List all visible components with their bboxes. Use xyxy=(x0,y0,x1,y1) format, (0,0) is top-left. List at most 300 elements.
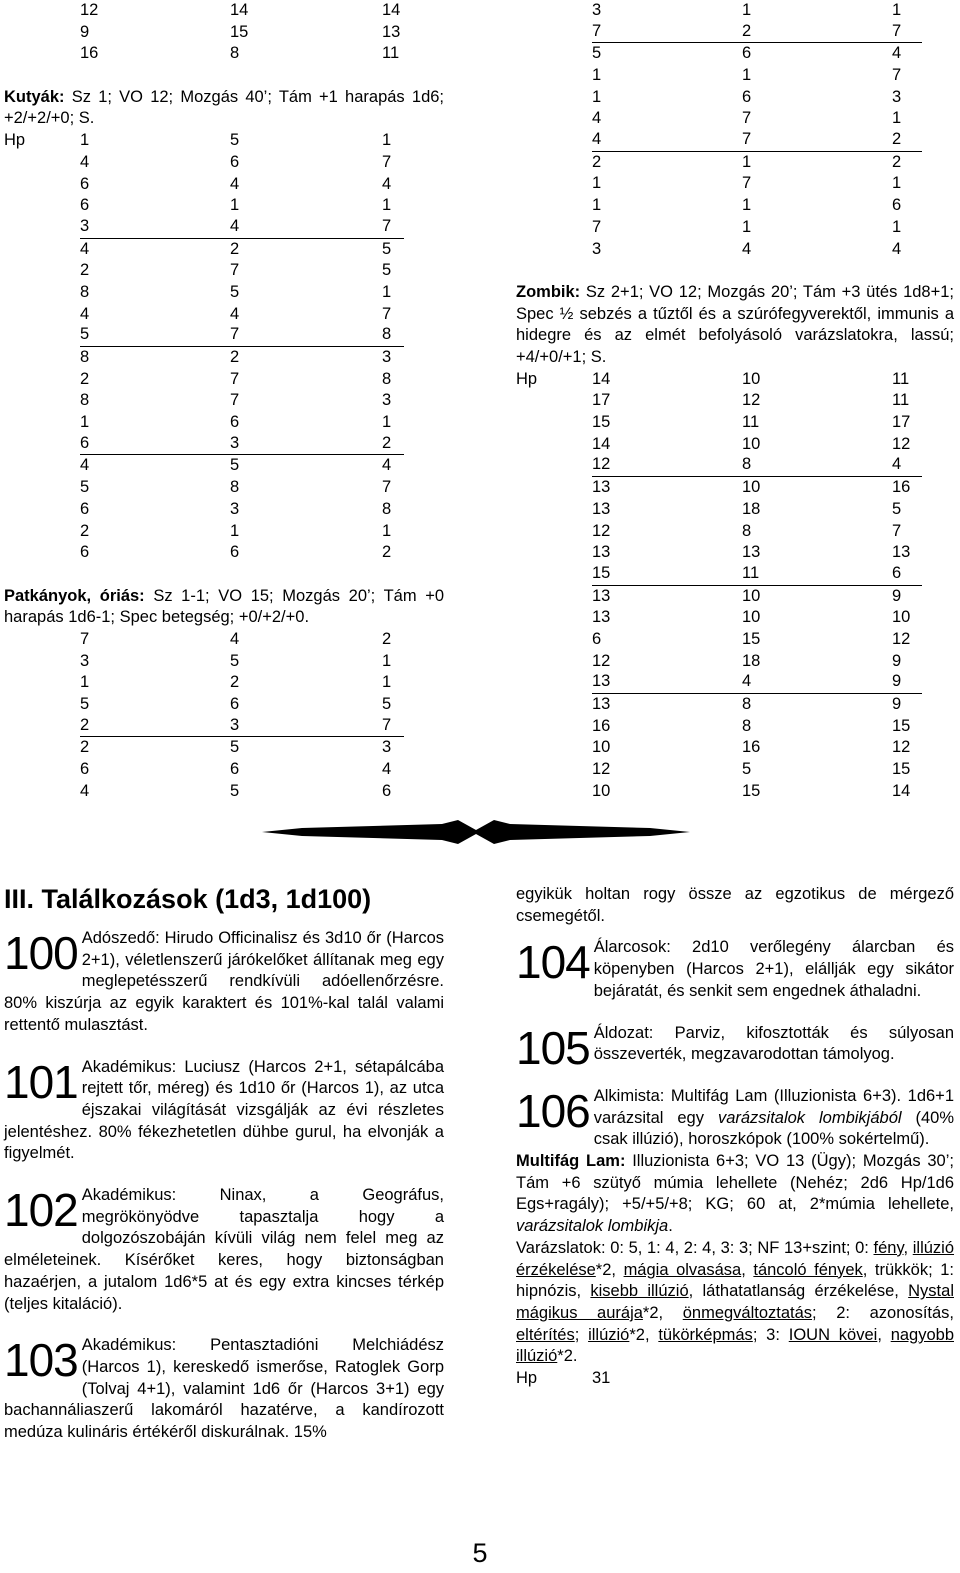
table-cell: 11 xyxy=(742,563,760,582)
table-cell: 14 xyxy=(892,781,911,800)
table-cell: 2 xyxy=(382,543,392,562)
table-cell: 1 xyxy=(892,217,902,236)
table-row xyxy=(4,499,444,521)
table-cell: 3 xyxy=(892,87,902,106)
table-cell: 1 xyxy=(742,152,752,171)
table-row xyxy=(4,239,444,261)
table-cell: 15 xyxy=(892,760,911,779)
table-cell: 16 xyxy=(742,738,761,757)
table-cell: 11 xyxy=(382,44,400,63)
table-row xyxy=(4,43,444,65)
multifag-statblock: Multifág Lam: Illuzionista 6+3; VO 13 (Ügy); Mozgás 30’; Tám +6 szütyő múmia lehellete (Nehéz; 2d6 Hp/1d6 Egs+ragály); +5/+5/+8; KG; 60 at, 2*múmia lehellete, varázsitalok lombikja. xyxy=(516,1152,954,1236)
table-cell: 8 xyxy=(742,695,752,714)
table-row xyxy=(4,130,444,152)
table-cell: 15 xyxy=(592,563,611,582)
entry-number: 100 xyxy=(4,927,78,979)
table-cell: 4 xyxy=(80,304,90,323)
table-cell: 12 xyxy=(892,434,911,453)
table-cell: 4 xyxy=(592,130,602,149)
table-row xyxy=(516,477,954,499)
table-row xyxy=(4,217,444,239)
table-cell: 3 xyxy=(382,391,392,410)
dogs-name: Kutyák: xyxy=(4,87,65,106)
table-cell: 10 xyxy=(742,586,761,605)
table-row xyxy=(516,499,954,521)
table-cell: 1 xyxy=(592,87,602,106)
table-cell: 5 xyxy=(230,738,240,757)
table-row xyxy=(4,434,444,456)
table-row xyxy=(4,282,444,304)
table-cell: 4 xyxy=(382,456,392,475)
table-cell: 7 xyxy=(592,21,602,40)
table-row xyxy=(4,369,444,391)
page-number: 5 xyxy=(472,1538,488,1568)
table-row xyxy=(4,152,444,174)
table-row xyxy=(516,174,954,196)
table-cell: 14 xyxy=(230,0,249,19)
table-cell: 1 xyxy=(80,413,90,432)
table-cell: 1 xyxy=(592,66,602,85)
table-cell: 13 xyxy=(742,543,761,562)
table-cell: 3 xyxy=(230,433,240,452)
table-row xyxy=(516,737,954,759)
hp-label: Hp xyxy=(4,131,26,150)
table-row xyxy=(516,759,954,781)
zombies-hp-table xyxy=(516,369,954,803)
table-cell: 6 xyxy=(382,781,392,800)
table-cell: 13 xyxy=(382,22,401,41)
table-row xyxy=(516,672,954,694)
table-cell: 7 xyxy=(892,521,902,540)
spell-link: mágia olvasása xyxy=(623,1260,742,1279)
table-cell: 2 xyxy=(382,433,392,452)
table-cell: 7 xyxy=(742,109,752,128)
spell-link: önmegváltoztatás xyxy=(682,1303,813,1322)
table-cell: 8 xyxy=(382,325,392,344)
multifag-hp-row: Hp 31 xyxy=(516,1369,611,1388)
table-row xyxy=(4,412,444,434)
table-cell: 13 xyxy=(592,543,611,562)
table-cell: 6 xyxy=(742,44,752,63)
table-cell: 12 xyxy=(592,455,611,474)
multifag-name: Multifág Lam: xyxy=(516,1152,626,1171)
encounter-entry-105: 105 Áldozat: Parviz, kifosztották és súlyosan összeverték, megzavarodottan támolyog. xyxy=(516,1021,954,1074)
table-cell: 5 xyxy=(230,456,240,475)
spell-link: Nystal mágikus aurája xyxy=(516,1282,954,1322)
table-cell: 10 xyxy=(592,781,611,800)
table-cell: 4 xyxy=(80,239,90,258)
table-cell: 7 xyxy=(382,478,392,497)
table-cell: 5 xyxy=(230,282,240,301)
table-row xyxy=(4,759,444,781)
table-cell: 9 xyxy=(892,695,902,714)
table-cell: 5 xyxy=(230,131,240,150)
table-cell: 11 xyxy=(892,369,910,388)
table-row xyxy=(516,0,954,22)
spell-link: illúzió xyxy=(588,1325,630,1344)
table-cell: 4 xyxy=(892,239,902,258)
table-cell: 10 xyxy=(892,608,911,627)
table-cell: 9 xyxy=(892,586,902,605)
table-cell: 15 xyxy=(230,22,249,41)
table-row xyxy=(4,304,444,326)
table-cell: 4 xyxy=(592,109,602,128)
zombies-stats: Sz 2+1; VO 12; Mozgás 20’; Tám +3 ütés 1d8+1; Spec ½ sebzés a tűztől és a szúrófegyverektől, immunis a hidegre és az elmét befolyásoló varázslatokra, lassú; +4/+0/+1; S. xyxy=(516,282,954,367)
table-cell: 1 xyxy=(80,131,90,150)
table-cell: 4 xyxy=(230,174,240,193)
encounter-entry-104: 104 Álarcosok: 2d10 verőlegény álarcban és köpenyben (Harcos 2+1), elállják egy sikátor bejáratát, és senkit sem engednek áthaladni. xyxy=(516,936,954,1000)
table-cell: 13 xyxy=(592,695,611,714)
table-cell: 15 xyxy=(592,413,611,432)
table-cell: 7 xyxy=(592,217,602,236)
table-row xyxy=(4,325,444,347)
table-cell: 2 xyxy=(592,152,602,171)
table-row xyxy=(4,672,444,694)
table-cell: 1 xyxy=(892,0,902,19)
table-row xyxy=(4,0,444,22)
table-cell: 15 xyxy=(742,629,761,648)
table-cell: 12 xyxy=(80,0,99,19)
table-cell: 1 xyxy=(382,673,392,692)
table-row xyxy=(516,651,954,673)
table-cell: 13 xyxy=(592,586,611,605)
table-cell: 15 xyxy=(742,781,761,800)
table-row xyxy=(516,217,954,239)
table-cell: 6 xyxy=(80,499,90,518)
table-cell: 5 xyxy=(230,651,240,670)
table-cell: 8 xyxy=(382,499,392,518)
zombies-name: Zombik: xyxy=(516,282,581,301)
table-cell: 11 xyxy=(892,391,910,410)
table-cell: 6 xyxy=(592,629,602,648)
table-cell: 5 xyxy=(80,695,90,714)
table-cell: 4 xyxy=(80,456,90,475)
dogs-hp-table xyxy=(4,130,444,564)
table-cell: 5 xyxy=(230,781,240,800)
table-cell: 1 xyxy=(592,196,602,215)
table-cell: 6 xyxy=(230,152,240,171)
table-cell: 2 xyxy=(892,130,902,149)
table-cell: 13 xyxy=(592,608,611,627)
table-row xyxy=(4,629,444,651)
table-cell: 6 xyxy=(80,196,90,215)
table-row xyxy=(4,22,444,44)
table-cell: 1 xyxy=(382,651,392,670)
table-cell: 5 xyxy=(80,325,90,344)
table-cell: 6 xyxy=(230,760,240,779)
encounter-entry-101: 101 Akadémikus: Luciusz (Harcos 2+1, sétapálcába rejtett tőr, méreg) és 1d10 őr (Harcos 1), az utca éjszakai világítását vizsgálják az évi részletes jelentéshez. 80% fékezhetetlen dühbe gurul, ha elvonják a figyelmét. xyxy=(4,1055,444,1163)
entry-number: 104 xyxy=(516,936,590,989)
entry-number: 102 xyxy=(4,1184,78,1237)
table-cell: 8 xyxy=(742,521,752,540)
table-cell: 6 xyxy=(892,196,902,215)
table-cell: 4 xyxy=(80,152,90,171)
rats-stats: Sz 1-1; VO 15; Mozgás 20’; Tám +0 harapás 1d6-1; Spec betegség; +0/+2/+0. xyxy=(4,586,445,627)
zombies-statblock xyxy=(516,282,954,369)
table-row xyxy=(516,434,954,456)
table-cell: 7 xyxy=(230,391,240,410)
table-cell: 4 xyxy=(80,781,90,800)
table-cell: 7 xyxy=(892,66,902,85)
table-cell: 5 xyxy=(382,695,392,714)
spell-link: illúzió érzékelése xyxy=(516,1238,955,1279)
table-cell: 18 xyxy=(742,499,761,518)
table-cell: 10 xyxy=(592,738,611,757)
table-cell: 2 xyxy=(230,348,240,367)
table-cell: 8 xyxy=(80,391,90,410)
table-cell: 12 xyxy=(592,521,611,540)
table-row xyxy=(516,43,954,65)
hp-label: Hp xyxy=(516,369,538,388)
table-cell: 3 xyxy=(382,738,392,757)
table-cell: 2 xyxy=(80,261,90,280)
table-row xyxy=(4,390,444,412)
table-cell: 4 xyxy=(230,629,240,648)
table-cell: 1 xyxy=(892,174,902,193)
table-row xyxy=(4,347,444,369)
table-cell: 3 xyxy=(382,348,392,367)
table-cell: 8 xyxy=(742,455,752,474)
table-row xyxy=(4,781,444,803)
table-cell: 7 xyxy=(382,304,392,323)
table-cell: 13 xyxy=(592,478,611,497)
table-cell: 1 xyxy=(382,521,392,540)
table-cell: 7 xyxy=(382,715,392,734)
table-row xyxy=(516,521,954,543)
table-row xyxy=(516,629,954,651)
table-cell: 1 xyxy=(382,413,392,432)
entry-number: 106 xyxy=(516,1084,590,1137)
table-cell: 14 xyxy=(592,369,611,388)
spell-link: tükörképmás xyxy=(658,1325,753,1344)
table-cell: 12 xyxy=(892,738,911,757)
table-cell: 1 xyxy=(382,131,392,150)
table-row xyxy=(4,651,444,673)
table-row xyxy=(4,477,444,499)
table-cell: 4 xyxy=(892,455,902,474)
table-cell: 8 xyxy=(80,348,90,367)
table-cell: 2 xyxy=(742,21,752,40)
table-cell: 7 xyxy=(382,216,392,235)
spell-link: IOUN kövei xyxy=(788,1325,878,1344)
table-row xyxy=(516,607,954,629)
table-cell: 2 xyxy=(80,738,90,757)
table-row xyxy=(516,694,954,716)
table-cell: 1 xyxy=(592,174,602,193)
table-cell: 4 xyxy=(382,174,392,193)
table-cell: 10 xyxy=(742,434,761,453)
entry-number: 105 xyxy=(516,1021,590,1074)
table-cell: 1 xyxy=(742,196,752,215)
table-cell: 13 xyxy=(592,672,611,691)
table-cell: 7 xyxy=(892,21,902,40)
table-cell: 15 xyxy=(892,716,911,735)
table-cell: 17 xyxy=(892,413,911,432)
table-cell: 14 xyxy=(592,434,611,453)
table-cell: 10 xyxy=(742,478,761,497)
spell-link: eltérítés xyxy=(516,1325,575,1344)
table-row xyxy=(516,65,954,87)
table-cell: 8 xyxy=(382,369,392,388)
table-cell: 1 xyxy=(230,521,240,540)
table-cell: 5 xyxy=(592,44,602,63)
entry-103-continuation: egyikük holtan rogy össze az egzotikus de mérgező csemegétől. xyxy=(516,885,954,925)
table-cell: 1 xyxy=(80,673,90,692)
table-row xyxy=(4,737,444,759)
table-cell: 9 xyxy=(80,22,90,41)
table-row xyxy=(4,694,444,716)
table-row xyxy=(516,390,954,412)
table-cell: 6 xyxy=(230,695,240,714)
table-row xyxy=(516,564,954,586)
table-row xyxy=(516,22,954,44)
table-cell: 4 xyxy=(742,672,752,691)
right-column xyxy=(516,0,954,803)
table-cell: 8 xyxy=(80,282,90,301)
table-cell: 1 xyxy=(742,0,752,19)
table-cell: 5 xyxy=(742,760,752,779)
table-cell: 3 xyxy=(592,239,602,258)
table-cell: 1 xyxy=(382,282,392,301)
entry-number: 101 xyxy=(4,1055,78,1108)
table-cell: 7 xyxy=(230,325,240,344)
table-cell: 12 xyxy=(592,651,611,670)
table-cell: 12 xyxy=(892,629,911,648)
table-cell: 2 xyxy=(230,673,240,692)
table-cell: 7 xyxy=(382,152,392,171)
table-cell: 3 xyxy=(230,715,240,734)
spell-link: fény xyxy=(873,1238,904,1257)
table-cell: 3 xyxy=(230,499,240,518)
table-cell: 2 xyxy=(230,239,240,258)
table-row xyxy=(516,369,954,391)
table-cell: 3 xyxy=(80,216,90,235)
table-cell: 9 xyxy=(892,672,902,691)
table-cell: 13 xyxy=(592,499,611,518)
table-cell: 16 xyxy=(592,716,611,735)
hp-table-continued-right xyxy=(516,0,954,260)
table-row xyxy=(4,521,444,543)
table-row xyxy=(516,456,954,478)
dogs-stats: Sz 1; VO 12; Mozgás 40’; Tám +1 harapás 1d6; +2/+2/+0; S. xyxy=(4,87,445,128)
table-row xyxy=(516,108,954,130)
table-cell: 16 xyxy=(892,478,911,497)
table-cell: 1 xyxy=(742,66,752,85)
table-cell: 10 xyxy=(742,369,761,388)
table-cell: 3 xyxy=(592,0,602,19)
table-cell: 14 xyxy=(382,0,401,19)
table-row xyxy=(4,260,444,282)
left-column xyxy=(4,0,444,803)
table-row xyxy=(516,87,954,109)
table-cell: 1 xyxy=(892,109,902,128)
table-cell: 8 xyxy=(230,44,240,63)
table-cell: 6 xyxy=(80,433,90,452)
table-cell: 7 xyxy=(742,130,752,149)
entry-number: 103 xyxy=(4,1334,78,1387)
table-cell: 12 xyxy=(592,760,611,779)
spell-link: kisebb illúzió xyxy=(590,1282,689,1301)
table-cell: 6 xyxy=(230,543,240,562)
dogs-statblock xyxy=(4,87,444,130)
encounter-entry-106: 106 Alkimista: Multifág Lam (Illuzionista 6+3). 1d6+1 varázsital egy varázsitalok lombikjából (40% csak illúzió), horoszkópok (100% sokértelmű). xyxy=(516,1084,955,1149)
table-cell: 10 xyxy=(742,608,761,627)
table-cell: 5 xyxy=(80,478,90,497)
encounters-right xyxy=(516,884,954,1390)
rats-hp-table xyxy=(4,629,444,803)
table-cell: 2 xyxy=(382,629,392,648)
table-cell: 7 xyxy=(230,369,240,388)
rats-name: Patkányok, óriás: xyxy=(4,586,145,605)
table-row xyxy=(4,542,444,564)
table-row xyxy=(4,174,444,196)
table-cell: 6 xyxy=(80,760,90,779)
table-row xyxy=(4,195,444,217)
table-cell: 12 xyxy=(742,391,761,410)
table-cell: 4 xyxy=(382,760,392,779)
table-cell: 2 xyxy=(892,152,902,171)
table-cell: 16 xyxy=(80,44,99,63)
table-cell: 2 xyxy=(80,715,90,734)
table-cell: 7 xyxy=(742,174,752,193)
encounter-entry-100: 100 Adószedő: Hirudo Officinalisz és 3d10 őr (Harcos 2+1), véletlenszerű járókelőket állítanak meg egy meglepetésszerű rendkívüli adóellenőrzésre. 80% kiszúrja az egyik karaktert és 101%-kal talál valami rettentő mulasztást. xyxy=(4,927,444,1034)
encounters-left xyxy=(4,884,444,1464)
table-cell: 4 xyxy=(230,304,240,323)
table-cell: 5 xyxy=(892,499,902,518)
table-cell: 1 xyxy=(382,196,392,215)
table-cell: 7 xyxy=(230,261,240,280)
encounter-entry-103: 103 Akadémikus: Pentasztadióni Melchiádész (Harcos 1), kereskedő ismerőse, Ratoglek Gorp (Tolvaj 4+1), valamint 1d6 őr (Harcos 3+1) egy bachannáliaszerű lakomáról hazatérve, a kandírozott medúza kulináris értékéről diskurálnak. 15% xyxy=(4,1334,444,1442)
table-cell: 9 xyxy=(892,651,902,670)
table-row xyxy=(516,716,954,738)
table-cell: 8 xyxy=(742,716,752,735)
section-title: III. Találkozások (1d3, 1d100) xyxy=(4,884,372,914)
table-cell: 6 xyxy=(892,563,902,582)
table-row xyxy=(516,586,954,608)
table-row xyxy=(516,781,954,803)
rats-statblock xyxy=(4,586,444,629)
table-cell: 4 xyxy=(742,239,752,258)
table-row xyxy=(516,412,954,434)
table-cell: 2 xyxy=(80,369,90,388)
table-cell: 17 xyxy=(592,391,611,410)
table-cell: 3 xyxy=(80,651,90,670)
table-row xyxy=(4,716,444,738)
table-row xyxy=(516,542,954,564)
table-cell: 7 xyxy=(80,629,90,648)
table-cell: 8 xyxy=(230,478,240,497)
encounter-entry-102: 102 Akadémikus: Ninax, a Geográfus, megrökönyödve tapasztalja hogy a dolgozószobáján kívüli világ nem felel meg az elméleteinek. Kísérőket keres, hogy biztonságban hazaérjen, a jutalom 1d6*5 at és egy extra kincses térkép (teljes kitaláció). xyxy=(4,1184,444,1313)
multifag-spells: Varázslatok: 0: 5, 1: 4, 2: 4, 3: 3; NF 13+szint; 0: fény, illúzió érzékelése*2, mágia olvasása, táncoló fények, trükkök; 1: hipnózis, kisebb illúzió, láthatatlanság érzékelése, Nystal mágikus aurája*2, önmegváltoztatás; 2: azonosítás, eltérítés; illúzió*2, tükörképmás; 3: IOUN kövei, nagyobb illúzió*2. xyxy=(516,1238,955,1366)
table-cell: 6 xyxy=(230,413,240,432)
table-cell: 5 xyxy=(382,261,392,280)
table-cell: 6 xyxy=(80,543,90,562)
table-cell: 13 xyxy=(892,543,911,562)
table-cell: 11 xyxy=(742,413,760,432)
table-cell: 5 xyxy=(382,239,392,258)
hp-table-continued xyxy=(4,0,444,65)
table-cell: 4 xyxy=(230,216,240,235)
table-row xyxy=(516,130,954,152)
table-cell: 6 xyxy=(80,174,90,193)
spell-link: nagyobb illúzió xyxy=(516,1325,954,1366)
table-row xyxy=(516,195,954,217)
table-cell: 18 xyxy=(742,651,761,670)
table-cell: 2 xyxy=(80,521,90,540)
table-cell: 4 xyxy=(892,44,902,63)
table-row xyxy=(516,239,954,261)
table-cell: 1 xyxy=(742,217,752,236)
